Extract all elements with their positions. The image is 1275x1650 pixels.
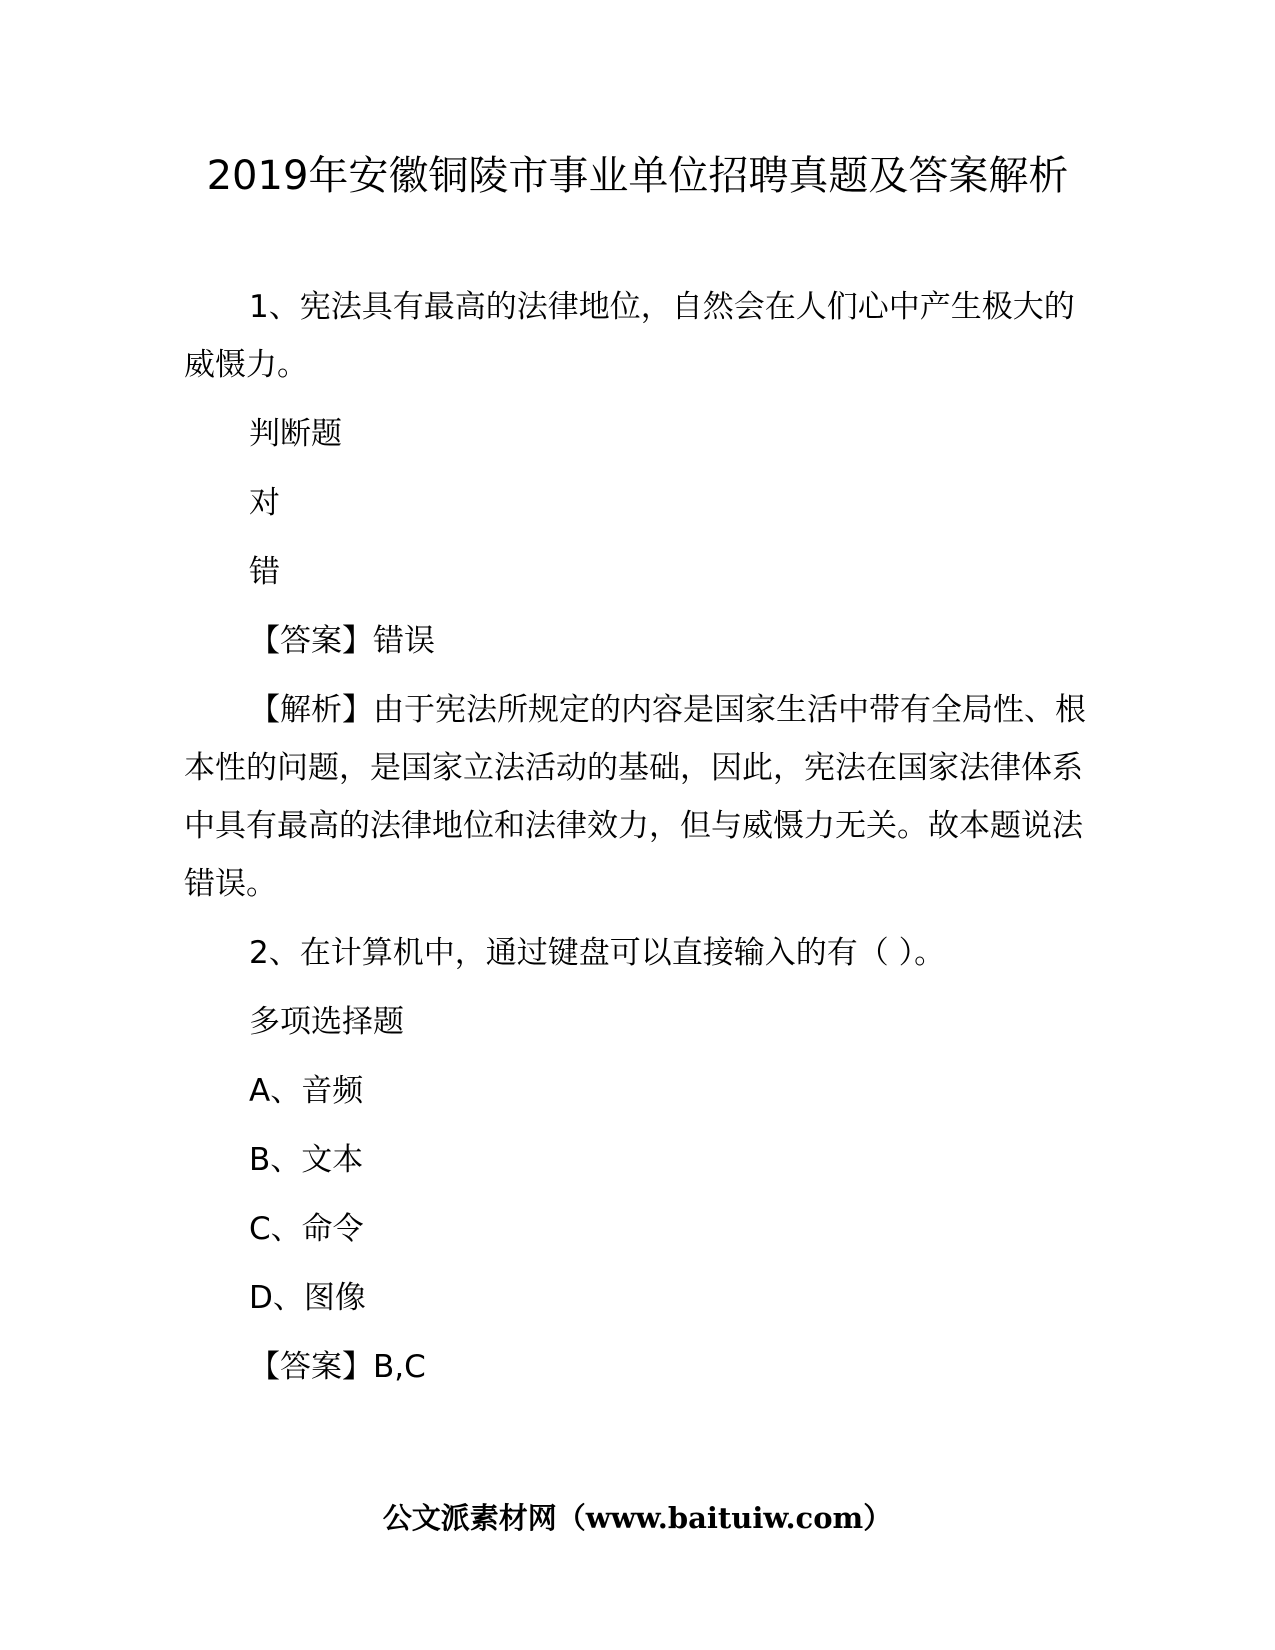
analysis-paragraph: 【解析】由于宪法所规定的内容是国家生活中带有全局性、根本性的问题，是国家立法活动的基础，因此，宪法在国家法律体系中具有最高的法律地位和法律效力，但与威慑力无关。故本题说法错误。 bbox=[184, 692, 1086, 902]
question-type: 多项选择题 bbox=[249, 1004, 404, 1040]
question-type: 判断题 bbox=[249, 416, 342, 452]
option-item: 错 bbox=[249, 554, 280, 590]
document-title: 2019年安徽铜陵市事业单位招聘真题及答案解析 bbox=[206, 153, 1069, 199]
question-2 bbox=[184, 924, 1094, 1396]
question-1 bbox=[184, 278, 1094, 913]
question-stem: 1、宪法具有最高的法律地位，自然会在人们心中产生极大的威慑力。 bbox=[184, 289, 1075, 383]
option-item: D、图像 bbox=[249, 1280, 366, 1316]
option-item: 对 bbox=[249, 485, 280, 521]
answer-line: 【答案】B,C bbox=[249, 1349, 426, 1385]
page-footer: 公文派素材网（www.baituiw.com） bbox=[382, 1501, 893, 1535]
answer-line: 【答案】错误 bbox=[249, 623, 435, 659]
question-stem: 2、在计算机中，通过键盘可以直接输入的有（ ）。 bbox=[249, 935, 946, 971]
document-body bbox=[184, 278, 1094, 1407]
option-item: A、音频 bbox=[249, 1073, 364, 1109]
option-item: C、命令 bbox=[249, 1211, 364, 1247]
option-item: B、文本 bbox=[249, 1142, 364, 1178]
